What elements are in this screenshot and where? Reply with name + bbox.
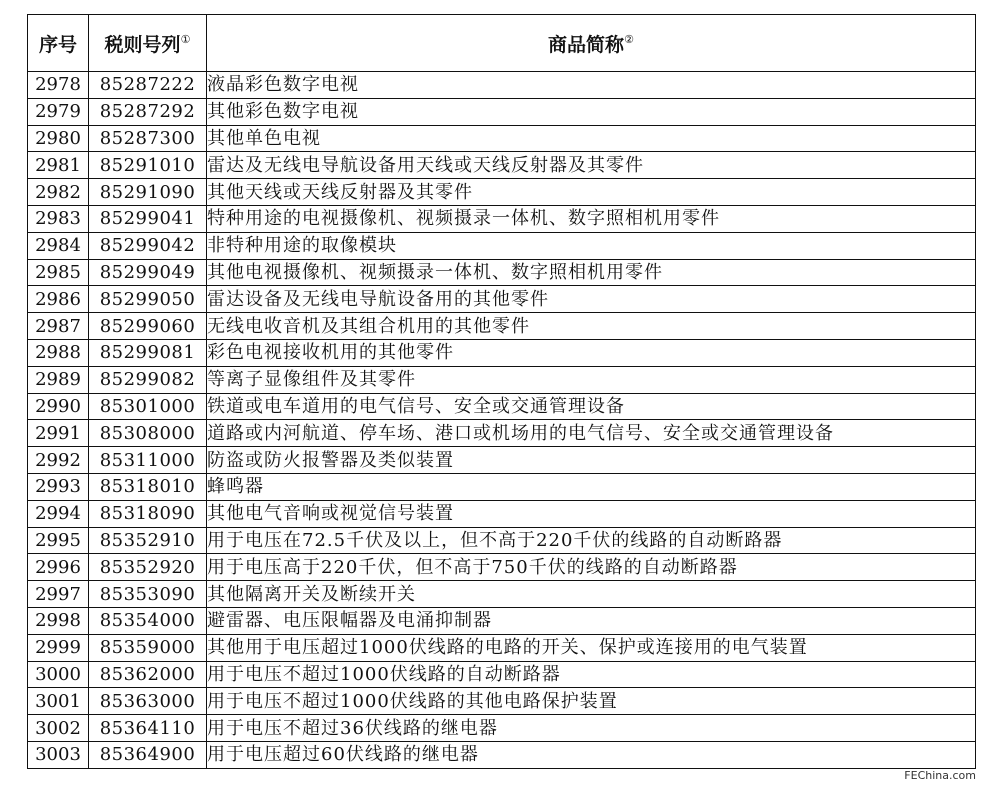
table-row <box>28 581 976 608</box>
tariff-code-cell: 85287300 <box>89 125 207 152</box>
table-row <box>28 98 976 125</box>
header-code-footnote: ① <box>180 32 191 46</box>
table-row <box>28 152 976 179</box>
seq-cell: 2993 <box>28 473 89 500</box>
tariff-code-cell: 85362000 <box>89 661 207 688</box>
seq-cell: 2990 <box>28 393 89 420</box>
seq-cell: 3000 <box>28 661 89 688</box>
tariff-code-cell: 85364110 <box>89 715 207 742</box>
seq-cell: 2987 <box>28 313 89 340</box>
table-row <box>28 232 976 259</box>
tariff-code-cell: 85318010 <box>89 473 207 500</box>
header-name-label: 商品简称 <box>548 33 625 56</box>
tariff-code-cell: 85287222 <box>89 72 207 99</box>
seq-cell: 2984 <box>28 232 89 259</box>
seq-cell: 2994 <box>28 500 89 527</box>
seq-cell: 2988 <box>28 339 89 366</box>
product-name-cell: 用于电压不超过1000伏线路的自动断路器 <box>207 661 976 688</box>
product-name-cell: 特种用途的电视摄像机、视频摄录一体机、数字照相机用零件 <box>207 205 976 232</box>
product-name-cell: 用于电压不超过1000伏线路的其他电路保护装置 <box>207 688 976 715</box>
tariff-table <box>27 14 976 769</box>
table-row <box>28 527 976 554</box>
product-name-cell: 其他电视摄像机、视频摄录一体机、数字照相机用零件 <box>207 259 976 286</box>
tariff-code-cell: 85301000 <box>89 393 207 420</box>
product-name-cell: 其他单色电视 <box>207 125 976 152</box>
seq-cell: 2997 <box>28 581 89 608</box>
seq-cell: 2986 <box>28 286 89 313</box>
tariff-code-cell: 85354000 <box>89 607 207 634</box>
table-body <box>28 72 976 769</box>
seq-cell: 2979 <box>28 98 89 125</box>
seq-cell: 3002 <box>28 715 89 742</box>
header-row <box>28 15 976 72</box>
product-name-cell: 彩色电视接收机用的其他零件 <box>207 339 976 366</box>
seq-cell: 2996 <box>28 554 89 581</box>
table-row <box>28 607 976 634</box>
table-row <box>28 72 976 99</box>
tariff-code-cell: 85299049 <box>89 259 207 286</box>
product-name-cell: 非特种用途的取像模块 <box>207 232 976 259</box>
header-code <box>89 15 207 72</box>
tariff-code-cell: 85359000 <box>89 634 207 661</box>
seq-cell: 2978 <box>28 72 89 99</box>
table-row <box>28 715 976 742</box>
product-name-cell: 用于电压超过60伏线路的继电器 <box>207 741 976 768</box>
product-name-cell: 其他用于电压超过1000伏线路的电路的开关、保护或连接用的电气装置 <box>207 634 976 661</box>
table-row <box>28 661 976 688</box>
table-row <box>28 447 976 474</box>
seq-cell: 3003 <box>28 741 89 768</box>
seq-cell: 2989 <box>28 366 89 393</box>
tariff-code-cell: 85318090 <box>89 500 207 527</box>
seq-cell: 2995 <box>28 527 89 554</box>
table-row <box>28 554 976 581</box>
table-row <box>28 473 976 500</box>
table-row <box>28 741 976 768</box>
product-name-cell: 液晶彩色数字电视 <box>207 72 976 99</box>
table-row <box>28 366 976 393</box>
table-row <box>28 313 976 340</box>
product-name-cell: 其他彩色数字电视 <box>207 98 976 125</box>
header-code-label: 税则号列 <box>104 33 181 56</box>
tariff-code-cell: 85364900 <box>89 741 207 768</box>
tariff-code-cell: 85299081 <box>89 339 207 366</box>
product-name-cell: 避雷器、电压限幅器及电涌抑制器 <box>207 607 976 634</box>
table-row <box>28 125 976 152</box>
seq-cell: 2998 <box>28 607 89 634</box>
product-name-cell: 防盗或防火报警器及类似装置 <box>207 447 976 474</box>
tariff-code-cell: 85287292 <box>89 98 207 125</box>
table-row <box>28 205 976 232</box>
tariff-code-cell: 85291090 <box>89 179 207 206</box>
table-row <box>28 420 976 447</box>
product-name-cell: 铁道或电车道用的电气信号、安全或交通管理设备 <box>207 393 976 420</box>
tariff-code-cell: 85299042 <box>89 232 207 259</box>
seq-cell: 2983 <box>28 205 89 232</box>
seq-cell: 2992 <box>28 447 89 474</box>
product-name-cell: 蜂鸣器 <box>207 473 976 500</box>
product-name-cell: 其他隔离开关及断续开关 <box>207 581 976 608</box>
table-row <box>28 339 976 366</box>
product-name-cell: 雷达及无线电导航设备用天线或天线反射器及其零件 <box>207 152 976 179</box>
product-name-cell: 其他天线或天线反射器及其零件 <box>207 179 976 206</box>
product-name-cell: 其他电气音响或视觉信号装置 <box>207 500 976 527</box>
product-name-cell: 用于电压高于220千伏，但不高于750千伏的线路的自动断路器 <box>207 554 976 581</box>
tariff-code-cell: 85363000 <box>89 688 207 715</box>
table-row <box>28 500 976 527</box>
seq-cell: 2991 <box>28 420 89 447</box>
seq-cell: 2999 <box>28 634 89 661</box>
product-name-cell: 无线电收音机及其组合机用的其他零件 <box>207 313 976 340</box>
header-name-footnote: ② <box>624 32 634 46</box>
table-header <box>28 15 976 72</box>
table-row <box>28 259 976 286</box>
table-row <box>28 179 976 206</box>
header-seq <box>28 15 89 72</box>
tariff-code-cell: 85299082 <box>89 366 207 393</box>
seq-cell: 2985 <box>28 259 89 286</box>
product-name-cell: 道路或内河航道、停车场、港口或机场用的电气信号、安全或交通管理设备 <box>207 420 976 447</box>
table-row <box>28 634 976 661</box>
tariff-code-cell: 85299050 <box>89 286 207 313</box>
seq-cell: 3001 <box>28 688 89 715</box>
product-name-cell: 用于电压在72.5千伏及以上，但不高于220千伏的线路的自动断路器 <box>207 527 976 554</box>
tariff-code-cell: 85352920 <box>89 554 207 581</box>
tariff-code-cell: 85299041 <box>89 205 207 232</box>
tariff-code-cell: 85311000 <box>89 447 207 474</box>
table-row <box>28 286 976 313</box>
table-row <box>28 393 976 420</box>
seq-cell: 2980 <box>28 125 89 152</box>
tariff-code-cell: 85352910 <box>89 527 207 554</box>
tariff-code-cell: 85291010 <box>89 152 207 179</box>
tariff-code-cell: 85353090 <box>89 581 207 608</box>
table-row <box>28 688 976 715</box>
product-name-cell: 用于电压不超过36伏线路的继电器 <box>207 715 976 742</box>
seq-cell: 2981 <box>28 152 89 179</box>
tariff-code-cell: 85308000 <box>89 420 207 447</box>
product-name-cell: 等离子显像组件及其零件 <box>207 366 976 393</box>
product-name-cell: 雷达设备及无线电导航设备用的其他零件 <box>207 286 976 313</box>
watermark: FEChina.com <box>904 769 976 782</box>
seq-cell: 2982 <box>28 179 89 206</box>
header-seq-label: 序号 <box>38 33 77 56</box>
header-name <box>207 15 976 72</box>
tariff-code-cell: 85299060 <box>89 313 207 340</box>
